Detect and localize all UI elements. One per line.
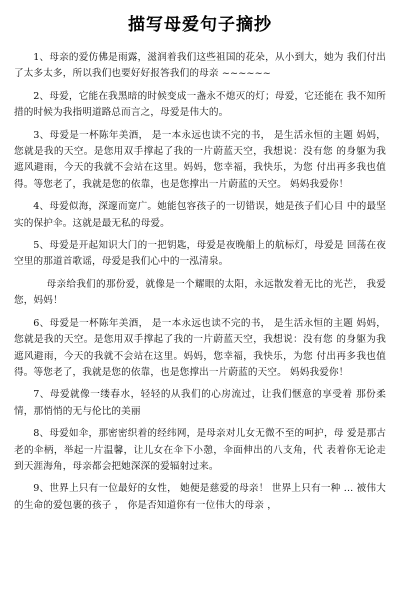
paragraph-1: 1、母亲的爱仿佛是雨露，滋润着我们这些祖国的花朵，从小到大，她为 我们付出了太多太多，所以我们也要好好报答我们的母亲 ~~~~~~ <box>14 52 386 80</box>
paragraph-9: 9、世界上只有一位最好的女性， 她便是慈爱的母亲！ 世界上只有一种 ... 被伟大的生命的爱包裹的孩子 ， 你是否知道你有一位伟大的母亲 ， <box>14 483 386 511</box>
document-body <box>14 50 386 520</box>
paragraph-8: 8、母爱如伞，那密密织着的经纬网，是母亲对儿女无微不至的呵护，母 爱是那古老的伞柄，举起一片温馨，让儿女在伞下小憩，伞面伸出的八支角，代 表着你无论走到天涯海角，母亲都会把她深深的爱辐射过来。 <box>14 428 386 472</box>
paragraph-sun: 母亲给我们的那份爱，就像是一个耀眼的太阳，永远散发着无比的光芒， 我爱您，妈妈！ <box>14 278 386 307</box>
paragraph-5: 5、母爱是开起知识大门的一把钥匙，母爱是夜晚船上的航标灯，母爱是 回荡在夜空里的那道首歌谣，母爱是我们心中的一泓清泉。 <box>14 240 386 268</box>
paragraph-4: 4、母爱似海，深邃而宽广。她能包容孩子的一切错误，她是孩子们心目 中的最坚实的保护伞。这就是最无私的母爱。 <box>14 201 386 229</box>
paragraph-3: 3、母爱是一杯陈年美酒， 是一本永远也读不完的书， 是生活永恒的主题 妈妈，您就是我的天空。是您用双手撑起了我的一片蔚蓝天空，我想说：没有您 的身躯为我遮风避雨，今天的我就不会站在这里。妈妈，您幸福，我快乐，为您 付出再多我也值得。等您老了，我就是您的依靠，也是您撑出一片蔚蓝的天空。 妈妈我爱你！ <box>14 129 386 190</box>
paragraph-2: 2、母爱，它能在我黑暗的时候变成一盏永不熄灭的灯；母爱，它还能在 我不知所措的时候为我指明道路总而言之，母爱是伟大的。 <box>14 90 386 119</box>
paragraph-6: 6、母爱是一杯陈年美酒， 是一本永远也读不完的书， 是生活永恒的主题 妈妈，您就是我的天空。是您用双手撑起了我的一片蔚蓝天空，我想说：没有您 的身躯为我遮风避雨，今天的我就不会站在这里。妈妈，您幸福，我快乐，为您 付出再多我也值得。等您老了，我就是您的依靠，也是您撑出一片蔚蓝的天空。 妈妈我爱你！ <box>14 317 386 378</box>
document-title: 描写母爱句子摘抄 <box>128 15 272 35</box>
paragraph-7: 7、母爱就像一缕春水，轻轻的从我们的心房流过，让我们惬意的享受着 那份柔情，那悄悄的无与伦比的美丽 <box>14 389 386 417</box>
